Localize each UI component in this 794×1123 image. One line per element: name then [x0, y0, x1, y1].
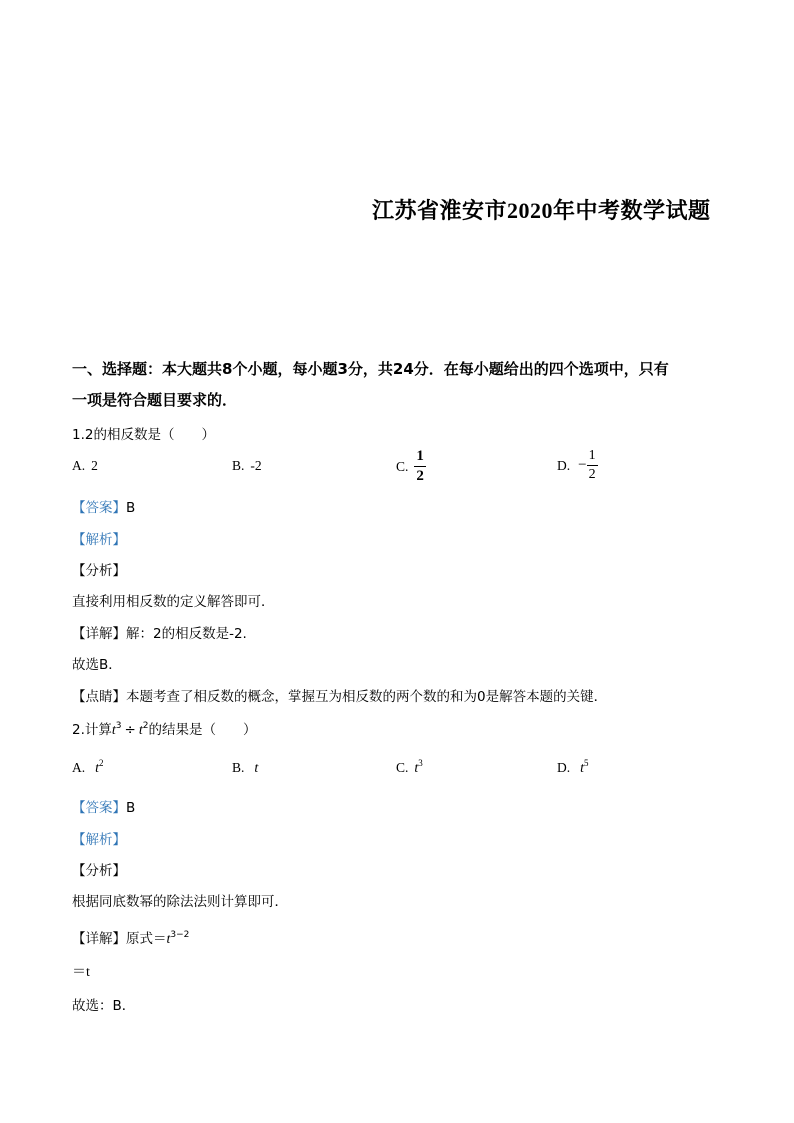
q1-option-d — [557, 449, 598, 482]
q1-option-d-letter: D. — [557, 457, 571, 473]
q1-option-b-text: -2 — [250, 458, 262, 473]
q2-choose: 故选：B． — [72, 998, 136, 1014]
q2-answer-row — [72, 796, 135, 816]
q1-option-d-sign: − — [578, 457, 587, 473]
fraction-bar — [587, 465, 598, 466]
q1-option-a-text: 2 — [91, 458, 98, 473]
q2-option-b: B. t — [232, 760, 259, 776]
question-2-stem: 2.计算$t^3 \div t^2$的结果是（ ） — [72, 721, 257, 738]
q2-detail-row: 【详解】原式$=t^{3-2}$ — [72, 930, 190, 947]
q1-fenxi-label: 【分析】 — [72, 563, 126, 579]
q2-option-d: D. $t^5$ — [557, 758, 589, 776]
q2-detail-label: 【详解】 — [72, 931, 126, 947]
q1-option-c-numerator: 1 — [416, 448, 424, 464]
page-title: 江苏省淮安市2020年中考数学试题 — [372, 198, 711, 223]
q1-option-a — [72, 458, 98, 474]
q1-option-d-denominator: 2 — [588, 467, 596, 482]
q1-option-c-denominator: 2 — [416, 468, 424, 484]
q1-analysis-label: 【解析】 — [72, 532, 126, 548]
section-heading-line1: 一、选择题：本大题共8个小题，每小题3分，共24分．在每小题给出的四个选项中，只有 — [72, 360, 669, 378]
q1-option-c — [396, 449, 426, 484]
section-heading-line2: 一项是符合题目要求的． — [72, 391, 238, 409]
q1-answer-row — [72, 496, 135, 516]
q1-dianjing-text: 本题考查了相反数的概念，掌握互为相反数的两个数的和为0是解答本题的关键． — [126, 689, 608, 705]
q1-detail-row — [72, 622, 247, 642]
q2-analysis-label: 【解析】 — [72, 832, 126, 848]
q1-dianjing-label: 【点睛】 — [72, 689, 126, 705]
q2-step2: ＝t — [72, 965, 90, 980]
q1-option-b — [232, 458, 262, 474]
q2-fenxi-text: 根据同底数幂的除法法则计算即可． — [72, 894, 288, 910]
q2-fenxi-label: 【分析】 — [72, 863, 126, 879]
q1-option-d-fraction — [587, 449, 598, 482]
q1-option-c-fraction — [414, 449, 426, 484]
q2-answer-value: B — [126, 800, 136, 816]
q1-choose: 故选B． — [72, 657, 122, 673]
q1-answer-label: 【答案】 — [72, 500, 126, 516]
q2-answer-label: 【答案】 — [72, 800, 126, 816]
fraction-bar — [414, 466, 426, 467]
question-1-stem: 1.2的相反数是（ ） — [72, 427, 215, 443]
q1-option-d-numerator: 1 — [588, 448, 596, 463]
q1-option-a-letter: A. — [72, 458, 86, 473]
q1-option-b-letter: B. — [232, 458, 245, 473]
q1-fenxi-text: 直接利用相反数的定义解答即可． — [72, 594, 275, 610]
q1-option-c-letter: C. — [396, 458, 409, 474]
q1-dianjing-row — [72, 685, 607, 705]
q1-detail-label: 【详解】 — [72, 626, 126, 642]
q2-option-a: A. $t^2$ — [72, 758, 104, 776]
q1-detail-text: 解：2的相反数是-2. — [126, 626, 247, 642]
q1-answer-value: B — [126, 500, 136, 516]
q2-option-c: C. $t^3$ — [396, 758, 423, 776]
